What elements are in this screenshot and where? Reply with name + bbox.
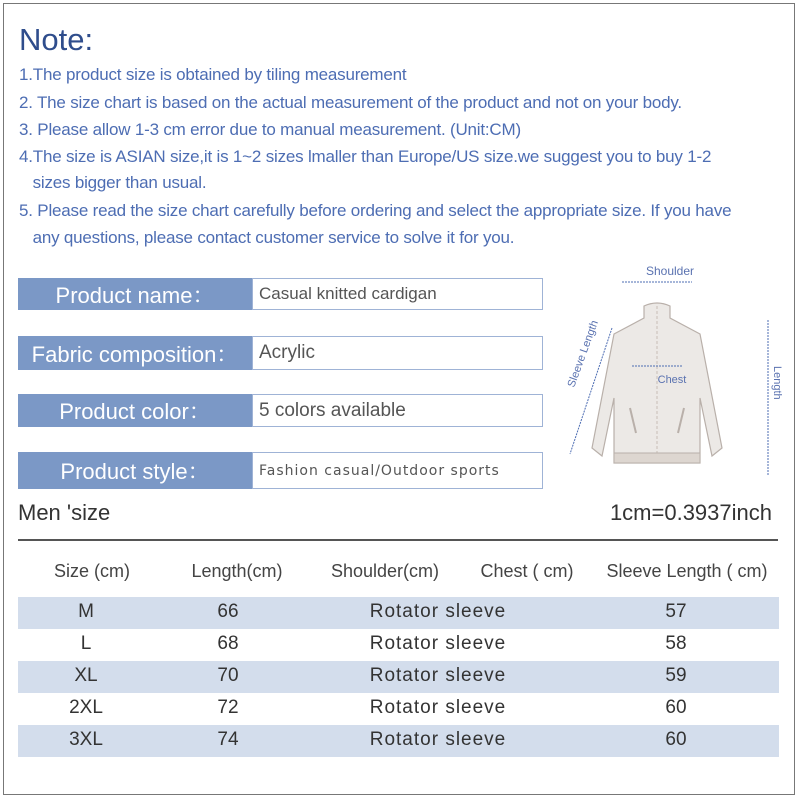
jacket-diagram [552,258,792,498]
product-name-label: Product name： [18,278,252,310]
sleeve-length-cell: 57 [665,601,687,622]
table-row [18,661,779,693]
size-cell: 3XL [69,729,103,750]
sleeve-length-cell: 58 [665,633,687,654]
fabric-composition-label: Fabric composition： [18,336,252,370]
product-style-label: Product style： [18,452,252,489]
shoulder-chest-cell: Rotator sleeve [369,601,507,622]
length-cell: 72 [217,697,239,718]
shoulder-label: Shoulder [645,264,695,278]
table-row [18,597,779,629]
unit-conversion: 1cm=0.3937inch [609,500,772,525]
length-cell: 66 [217,601,239,622]
header-size: Size (cm) [54,561,130,581]
note-title: Note: [19,22,94,57]
sleeve-length-cell: 60 [665,697,687,718]
size-section-title: Men 'size [18,500,111,525]
shoulder-chest-cell: Rotator sleeve [369,633,507,654]
fabric-composition-value: Acrylic [252,336,543,370]
shoulder-chest-cell: Rotator sleeve [369,665,507,686]
size-cell: L [80,633,92,654]
product-style-value: Fashion casual/Outdoor sports [252,452,543,489]
length-label: Length [771,366,783,400]
product-name-value: Casual knitted cardigan [252,278,543,310]
note-line-4: 4.The size is ASIAN size,it is 1~2 sizes lmaller than Europe/US size.we suggest you to buy 1-2 [19,147,712,166]
note-line-2: 2. The size chart is based on the actual measurement of the product and not on your body. [19,93,682,112]
note-line-3: 3. Please allow 1-3 cm error due to manual measurement. (Unit:CM) [19,120,521,139]
header-length: Length(cm) [191,561,283,581]
product-color-label: Product color： [18,394,252,427]
length-cell: 74 [217,729,239,750]
length-cell: 68 [217,633,239,654]
note-line-5-cont: any questions, please contact customer service to solve it for you. [19,228,515,247]
header-shoulder: Shoulder(cm) [330,561,440,581]
size-cell: 2XL [69,697,103,718]
product-color-value: 5 colors available [252,394,543,427]
hem-band [614,453,700,463]
table-row [18,693,779,725]
chest-label: Chest [657,374,687,386]
note-line-4-cont: sizes bigger than usual. [19,173,207,192]
header-chest: Chest ( cm) [480,561,574,581]
table-row [18,725,779,757]
sleeve-length-label: Sleeve Length [565,318,601,390]
note-line-5: 5. Please read the size chart carefully before ordering and select the appropriate size. If you have [19,201,732,220]
size-cell: XL [74,665,98,686]
note-line-1: 1.The product size is obtained by tiling measurement [19,65,407,84]
size-cell: M [78,601,94,622]
sleeve-length-cell: 60 [665,729,687,750]
shoulder-chest-cell: Rotator sleeve [369,729,507,750]
divider [18,539,778,541]
table-row [18,629,779,661]
shoulder-chest-cell: Rotator sleeve [369,697,507,718]
length-cell: 70 [217,665,239,686]
header-sleeve-length: Sleeve Length ( cm) [606,561,768,581]
sleeve-length-cell: 59 [665,665,687,686]
